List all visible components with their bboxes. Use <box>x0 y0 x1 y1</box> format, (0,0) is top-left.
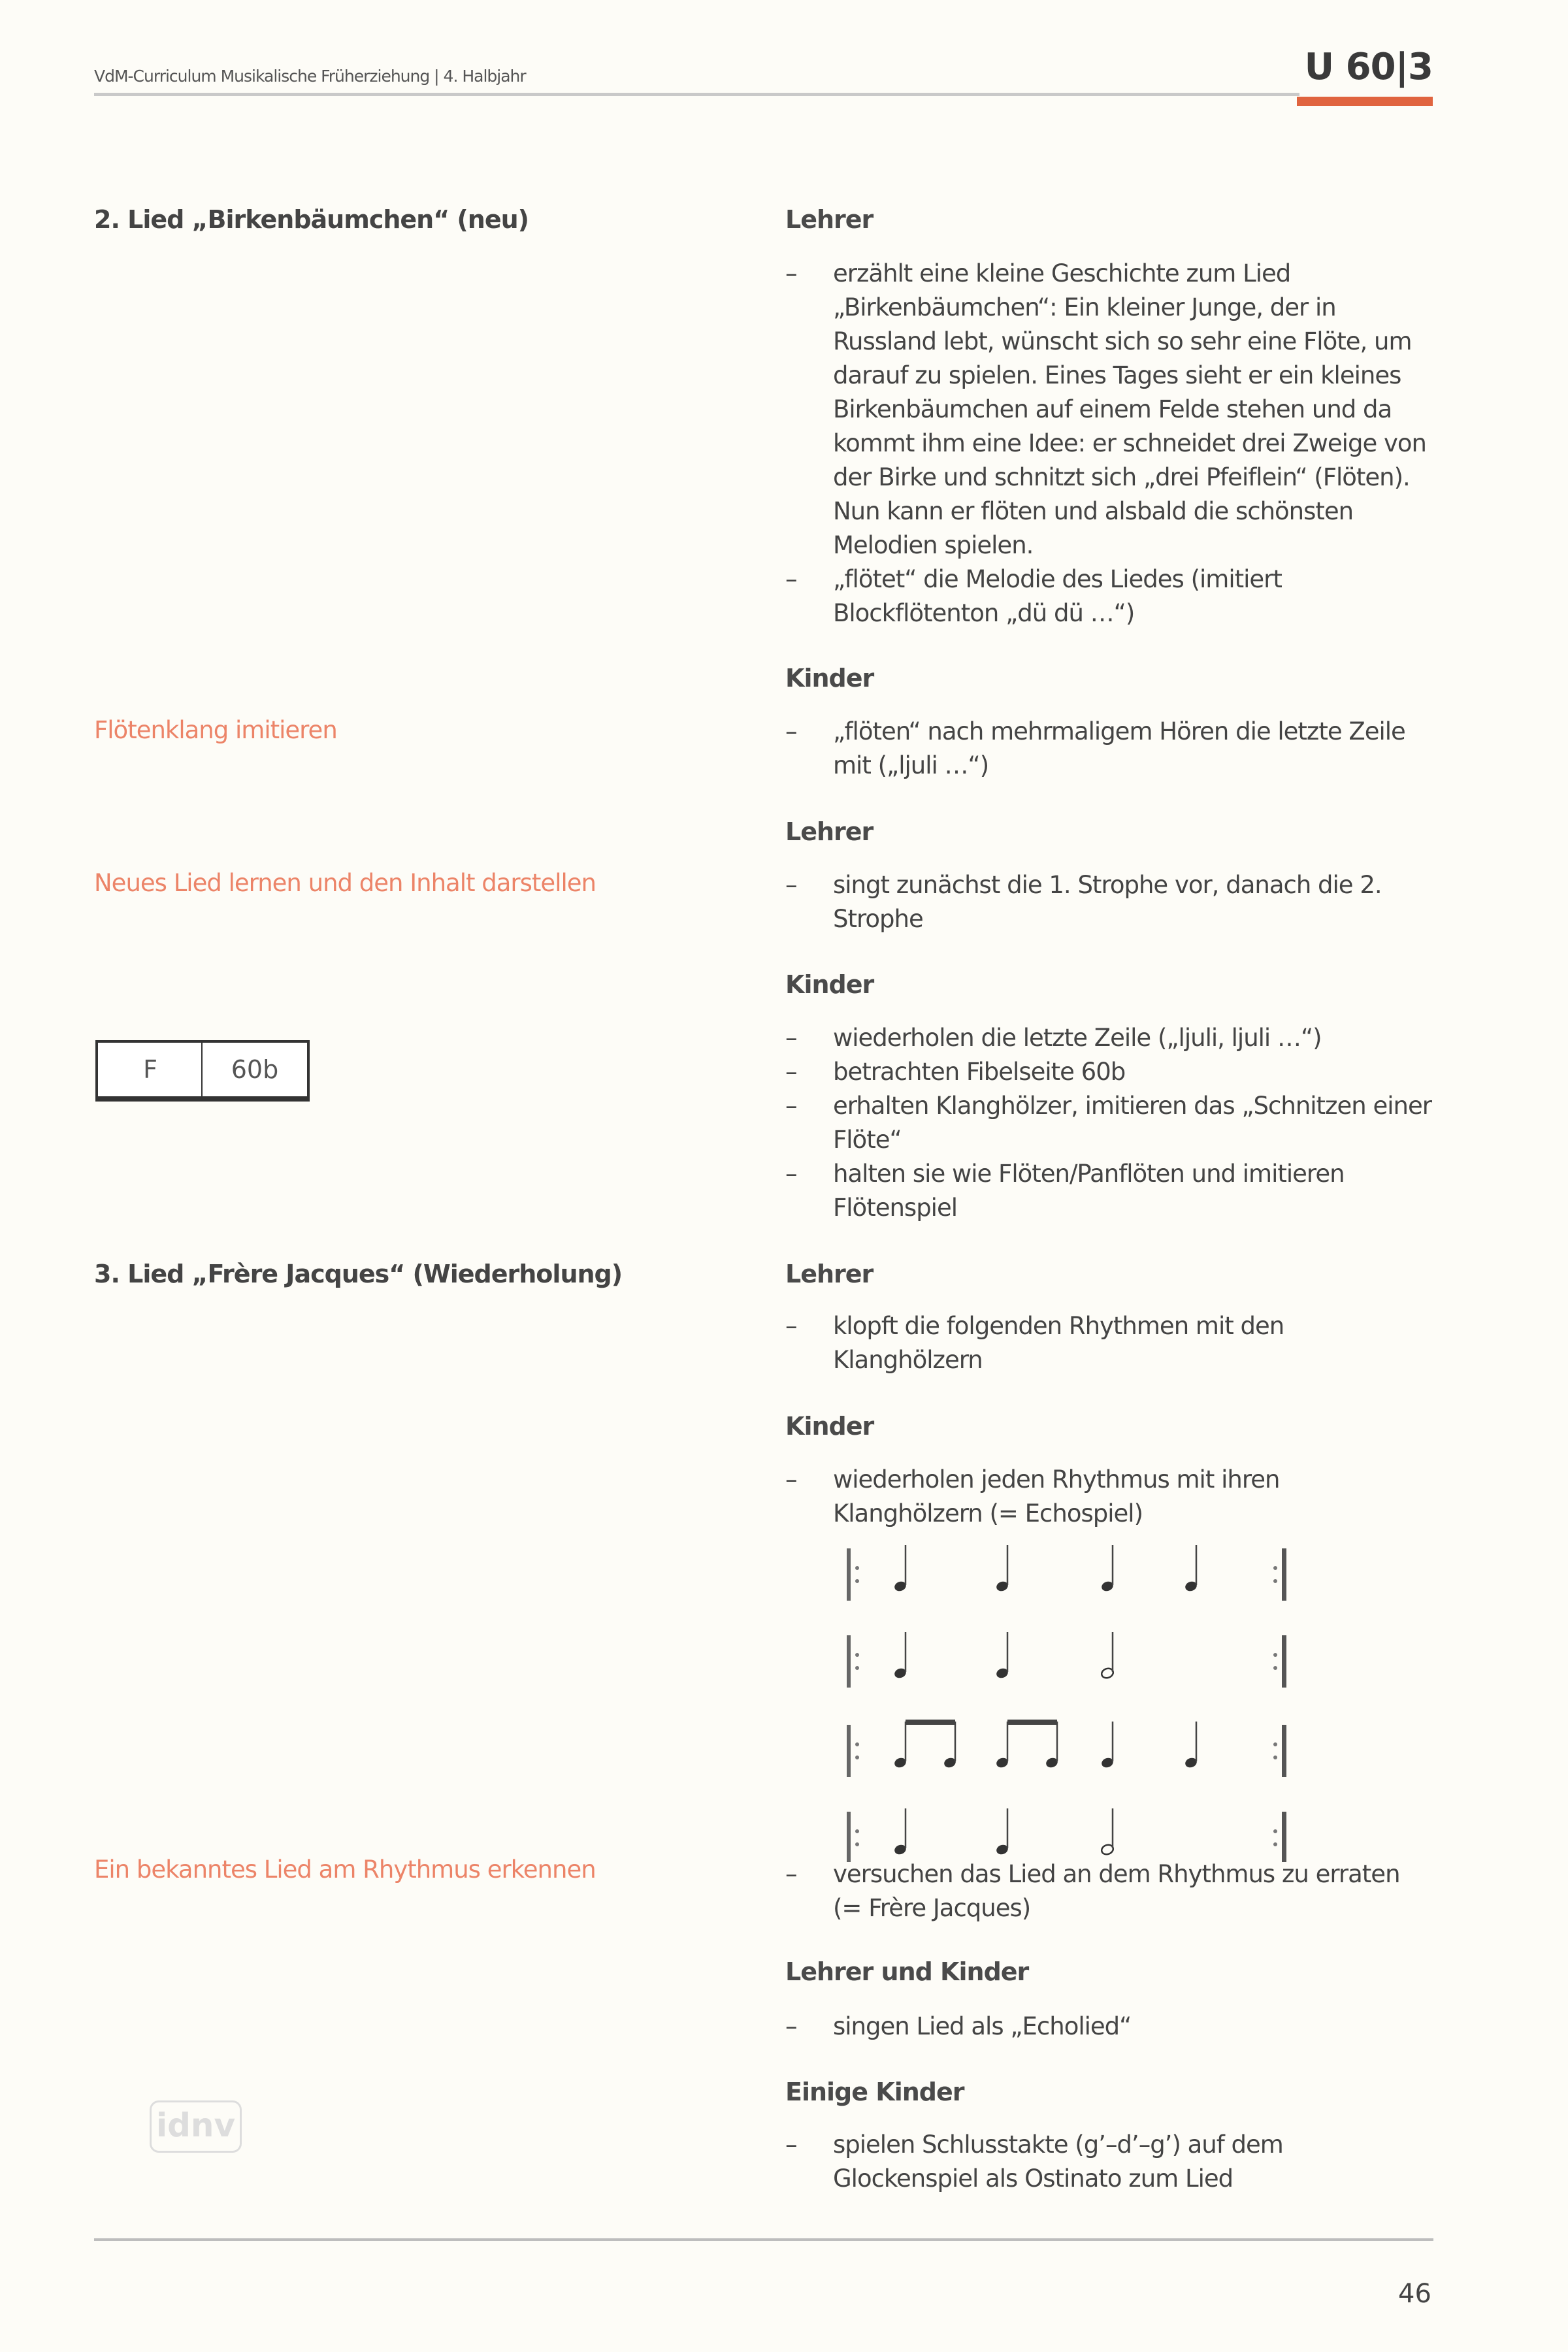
header-rule <box>94 93 1299 96</box>
dash-bullet: – <box>785 565 797 593</box>
dash-bullet: – <box>785 2012 797 2040</box>
eighth-beam <box>1007 1720 1057 1725</box>
list-item <box>785 1857 1432 1925</box>
list-item <box>785 715 1432 783</box>
activity-list <box>785 257 1432 630</box>
rhythm-notation <box>823 1535 1320 1862</box>
repeat-dot <box>1273 1829 1277 1833</box>
repeat-dot <box>1273 1653 1277 1657</box>
dash-bullet: – <box>785 1465 797 1494</box>
list-item-text: spielen Schlusstakte (g’–d’–g’) auf dem Glockenspiel als Ostinato zum Lied <box>833 2131 1283 2193</box>
repeat-end-bar <box>1282 1812 1286 1862</box>
role-heading: Lehrer <box>785 1260 874 1288</box>
list-item <box>785 2128 1432 2196</box>
list-item <box>785 257 1432 563</box>
activity-list <box>785 1309 1432 1377</box>
book-right-page: 60b <box>201 1040 310 1102</box>
activity-list <box>785 715 1432 783</box>
activity-list <box>785 2010 1432 2044</box>
activity-list <box>785 868 1432 936</box>
dash-bullet: – <box>785 259 797 287</box>
role-heading: Kinder <box>785 970 874 999</box>
list-item-text: versuchen das Lied an dem Rhythmus zu erraten (= Frère Jacques) <box>833 1860 1400 1922</box>
page-number: 46 <box>1398 2279 1431 2309</box>
repeat-dot <box>1273 1842 1277 1846</box>
list-item <box>785 1463 1432 1531</box>
list-item <box>785 1021 1432 1055</box>
fibel-book-icon <box>95 1027 315 1112</box>
repeat-dot <box>855 1653 859 1657</box>
list-item-text: wiederholen die letzte Zeile („ljuli, ljuli …“) <box>833 1024 1322 1052</box>
role-heading: Kinder <box>785 1412 874 1441</box>
dash-bullet: – <box>785 1092 797 1120</box>
repeat-dot <box>855 1666 859 1670</box>
repeat-dot <box>1273 1756 1277 1759</box>
list-item-text: klopft die folgenden Rhythmen mit den Klanghölzern <box>833 1312 1284 1374</box>
unit-accent-bar <box>1297 97 1433 106</box>
dash-bullet: – <box>785 1058 797 1086</box>
list-item-text: „flöten“ nach mehrmaligem Hören die letzte Zeile mit („ljuli …“) <box>833 717 1405 779</box>
dash-bullet: – <box>785 1312 797 1340</box>
list-item-text: erzählt eine kleine Geschichte zum Lied „Birkenbäumchen“: Ein kleiner Junge, der in Russland lebt, wünscht sich so sehr eine Flöte, um darauf zu spielen. Eines Tages sieht er ein kleines Birkenbäumchen auf einem Felde stehen und da kommt ihm eine Idee: er schneidet drei Zweige von der Birke und schnitzt sich „drei Pfeiflein“ (Flöten). Nun kann er flöten und alsbald die schönsten Melodien spielen. <box>833 259 1426 559</box>
list-item-text: „flötet“ die Melodie des Liedes (imitiert Blockflötenton „dü dü …“) <box>833 565 1282 627</box>
list-item-text: singt zunächst die 1. Strophe vor, danach die 2. Strophe <box>833 871 1382 933</box>
activity-list <box>785 1857 1432 1925</box>
unit-code: U 60|3 <box>1304 46 1433 88</box>
list-item <box>785 1089 1432 1157</box>
repeat-dot <box>855 1829 859 1833</box>
list-item <box>785 868 1432 936</box>
list-item <box>785 1157 1432 1225</box>
repeat-dot <box>855 1842 859 1846</box>
activity-list <box>785 1021 1432 1225</box>
repeat-start-bar <box>847 1812 851 1862</box>
dash-bullet: – <box>785 871 797 899</box>
repeat-start-bar <box>847 1548 851 1601</box>
dash-bullet: – <box>785 2131 797 2159</box>
repeat-dot <box>855 1579 859 1583</box>
eighth-beam <box>906 1720 955 1725</box>
section-title-birkenbaeumchen: 2. Lied „Birkenbäumchen“ (neu) <box>94 205 529 234</box>
margin-note-neues-lied: Neues Lied lernen und den Inhalt darstellen <box>94 869 596 897</box>
activity-list <box>785 2128 1432 2196</box>
repeat-start-bar <box>847 1635 851 1688</box>
dash-bullet: – <box>785 1860 797 1888</box>
list-item-text: halten sie wie Flöten/Panflöten und imitieren Flötenspiel <box>833 1160 1345 1222</box>
repeat-end-bar <box>1282 1548 1286 1601</box>
repeat-start-bar <box>847 1725 851 1777</box>
dash-bullet: – <box>785 1024 797 1052</box>
margin-note-floetenklang: Flötenklang imitieren <box>94 716 337 744</box>
publisher-logo: idnv <box>150 2100 242 2153</box>
book-left-page: F <box>95 1040 204 1102</box>
margin-note-bekanntes-lied: Ein bekanntes Lied am Rhythmus erkennen <box>94 1855 596 1884</box>
dash-bullet: – <box>785 1160 797 1188</box>
dash-bullet: – <box>785 717 797 745</box>
role-heading: Lehrer und Kinder <box>785 1957 1029 1986</box>
role-heading: Kinder <box>785 664 874 693</box>
list-item-text: singen Lied als „Echolied“ <box>833 2012 1132 2040</box>
footer-rule <box>94 2238 1433 2241</box>
running-title: VdM-Curriculum Musikalische Früherziehung | 4. Halbjahr <box>94 67 526 86</box>
repeat-end-bar <box>1282 1725 1286 1777</box>
role-heading: Einige Kinder <box>785 2078 964 2106</box>
repeat-dot <box>1273 1579 1277 1583</box>
repeat-dot <box>1273 1566 1277 1570</box>
repeat-end-bar <box>1282 1635 1286 1688</box>
list-item <box>785 1055 1432 1089</box>
list-item <box>785 1309 1432 1377</box>
role-heading: Lehrer <box>785 205 874 234</box>
list-item-text: erhalten Klanghölzer, imitieren das „Schnitzen einer Flöte“ <box>833 1092 1431 1154</box>
activity-list <box>785 1463 1432 1531</box>
repeat-dot <box>855 1566 859 1570</box>
section-title-frere-jacques: 3. Lied „Frère Jacques“ (Wiederholung) <box>94 1260 623 1288</box>
list-item <box>785 563 1432 630</box>
list-item <box>785 2010 1432 2044</box>
role-heading: Lehrer <box>785 817 874 846</box>
list-item-text: wiederholen jeden Rhythmus mit ihren Klanghölzern (= Echospiel) <box>833 1465 1280 1527</box>
repeat-dot <box>855 1742 859 1746</box>
list-item-text: betrachten Fibelseite 60b <box>833 1058 1126 1086</box>
repeat-dot <box>1273 1742 1277 1746</box>
repeat-dot <box>1273 1666 1277 1670</box>
repeat-dot <box>855 1756 859 1759</box>
